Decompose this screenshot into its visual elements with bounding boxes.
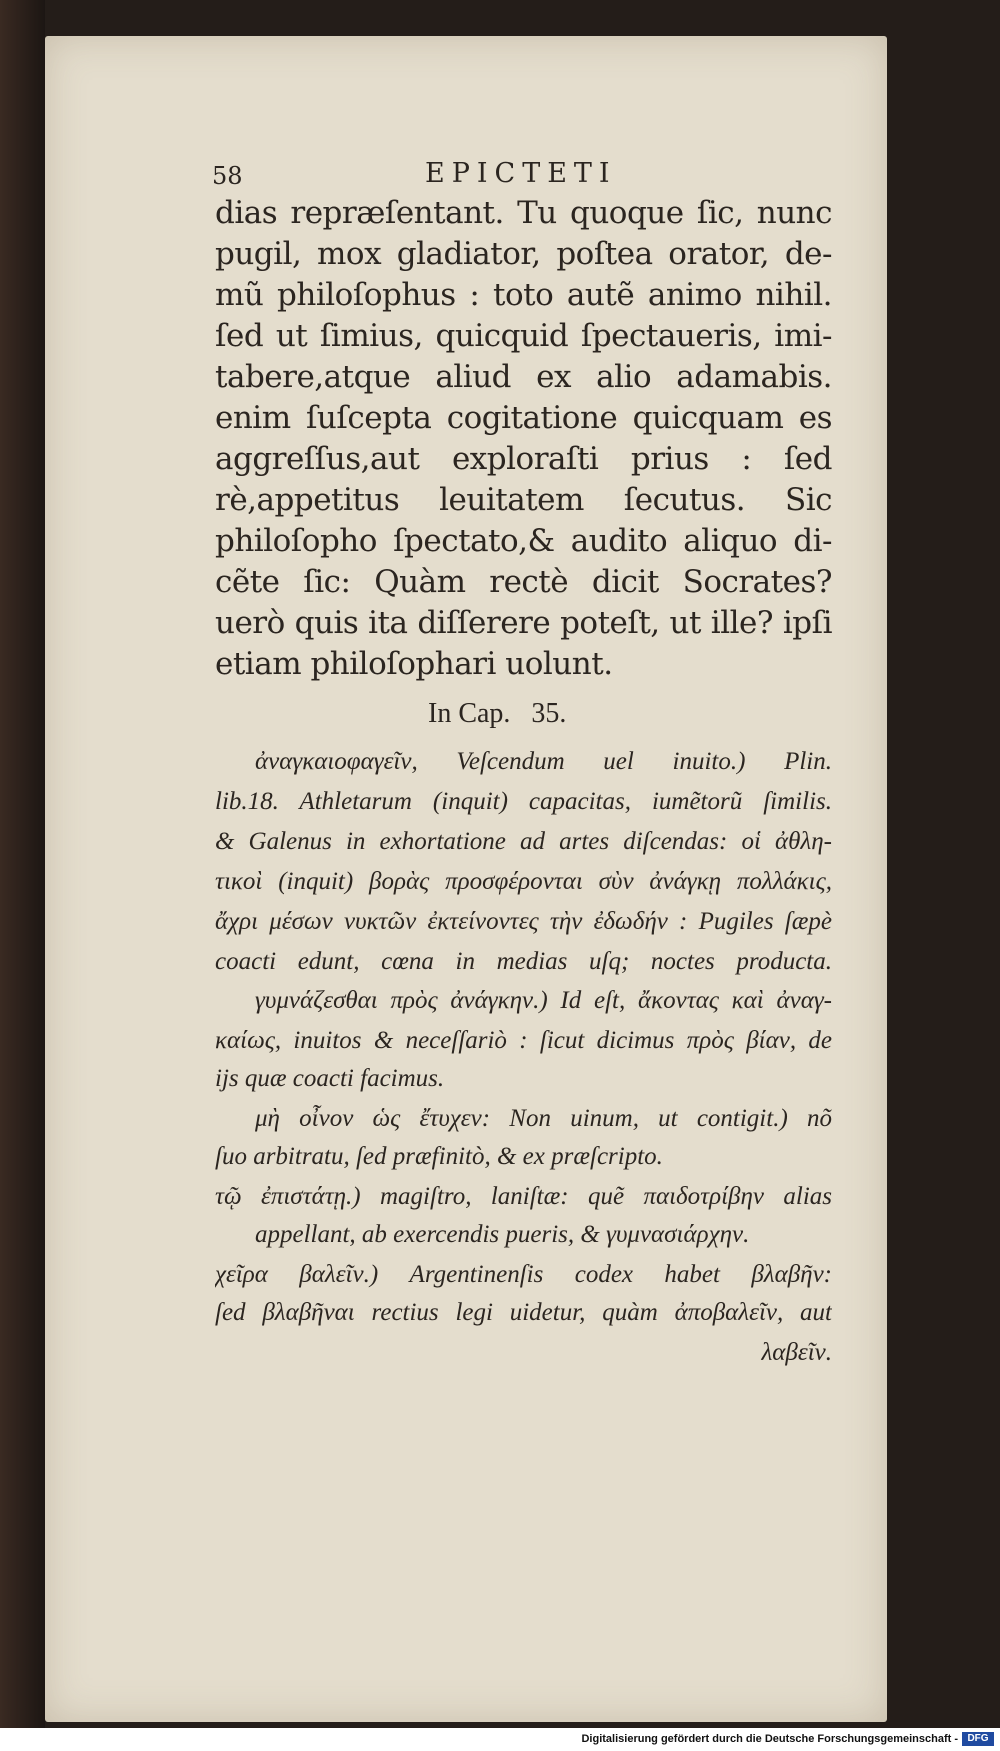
note-line: γυμνάζεσθαι πρὸς ἀνάγκην.) Id eſt, ἄκοντας καὶ ἀναγ- bbox=[255, 987, 832, 1014]
page-number: 58 bbox=[212, 162, 243, 190]
note-line: ſuo arbitratu, ſed præfinitò, & ex præſcripto. bbox=[215, 1143, 663, 1170]
note-line: χεῖρα βαλεῖν.) Argentinenſis codex habet βλαβῆν: bbox=[215, 1261, 832, 1288]
text-line: philoſopho ſpectato,& audito aliquo di- bbox=[215, 523, 832, 559]
text-line: tabere,atque aliud ex alio adamabis. bbox=[215, 359, 832, 395]
text-line: pugil, mox gladiator, poſtea orator, de- bbox=[215, 236, 832, 272]
note-line: lib.18. Athletarum (inquit) capacitas, iumẽtorũ ſimilis. bbox=[215, 788, 832, 815]
text-line: dias repræſentant. Tu quoque ſic, nunc bbox=[215, 195, 832, 231]
chapter-heading: In Cap. 35. bbox=[428, 698, 567, 729]
note-line: τικοὶ (inquit) βορὰς προσφέρονται σὺν ἀνάγκῃ πολλάκις, bbox=[215, 868, 832, 895]
footer-bar bbox=[0, 1728, 1000, 1751]
text-line: enim ſuſcepta cogitatione quicquam es bbox=[215, 400, 832, 436]
note-line: & Galenus in exhortatione ad artes diſcendas: οἱ ἀθλη- bbox=[215, 828, 832, 855]
text-line: cẽte ſic: Quàm rectè dicit Socrates? bbox=[215, 564, 832, 600]
running-head: EPICTETI bbox=[425, 158, 617, 189]
note-line: appellant, ab exercendis pueris, & γυμνασιάρχην. bbox=[255, 1221, 750, 1248]
note-line: καίως, inuitos & neceſſariò : ſicut dicimus πρὸς βίαν, de bbox=[215, 1027, 832, 1054]
note-line: λαβεῖν. bbox=[761, 1339, 832, 1366]
note-line: τῷ ἐπιστάτῃ.) magiſtro, laniſtæ: quẽ παιδοτρίβην alias bbox=[215, 1183, 832, 1210]
text-line: uerò quis ita diſſerere poteſt, ut ille? ipſi bbox=[215, 605, 832, 641]
note-line: ἄχρι μέσων νυκτῶν ἐκτείνοντες τὴν ἐδωδήν : Pugiles ſæpè bbox=[215, 908, 832, 935]
text-line: etiam philoſophari uolunt. bbox=[215, 646, 613, 682]
note-line: coacti edunt, cœna in medias uſq; noctes producta. bbox=[215, 948, 832, 975]
note-line: ſed βλαβῆναι rectius legi uidetur, quàm ἀποβαλεῖν, aut bbox=[215, 1299, 832, 1326]
text-line: aggreſſus,aut exploraſti prius : ſed bbox=[215, 441, 832, 477]
text-line: rè,appetitus leuitatem ſecutus. Sic bbox=[215, 482, 832, 518]
note-line: ijs quæ coacti facimus. bbox=[215, 1065, 445, 1092]
book-spine-edge bbox=[0, 0, 45, 1728]
note-line: μὴ οἶνον ὡς ἔτυχεν: Non uinum, ut contigit.) nõ bbox=[255, 1105, 832, 1132]
dfg-logo: DFG bbox=[962, 1732, 994, 1746]
digitization-credit: Digitalisierung gefördert durch die Deutsche Forschungsgemeinschaft - bbox=[581, 1733, 958, 1745]
text-line: mũ philoſophus : toto autẽ animo nihil. bbox=[215, 277, 832, 313]
note-line: ἀναγκαιοφαγεῖν, Veſcendum uel inuito.) Plin. bbox=[255, 748, 832, 775]
text-line: ſed ut ſimius, quicquid ſpectaueris, imi- bbox=[215, 318, 832, 354]
